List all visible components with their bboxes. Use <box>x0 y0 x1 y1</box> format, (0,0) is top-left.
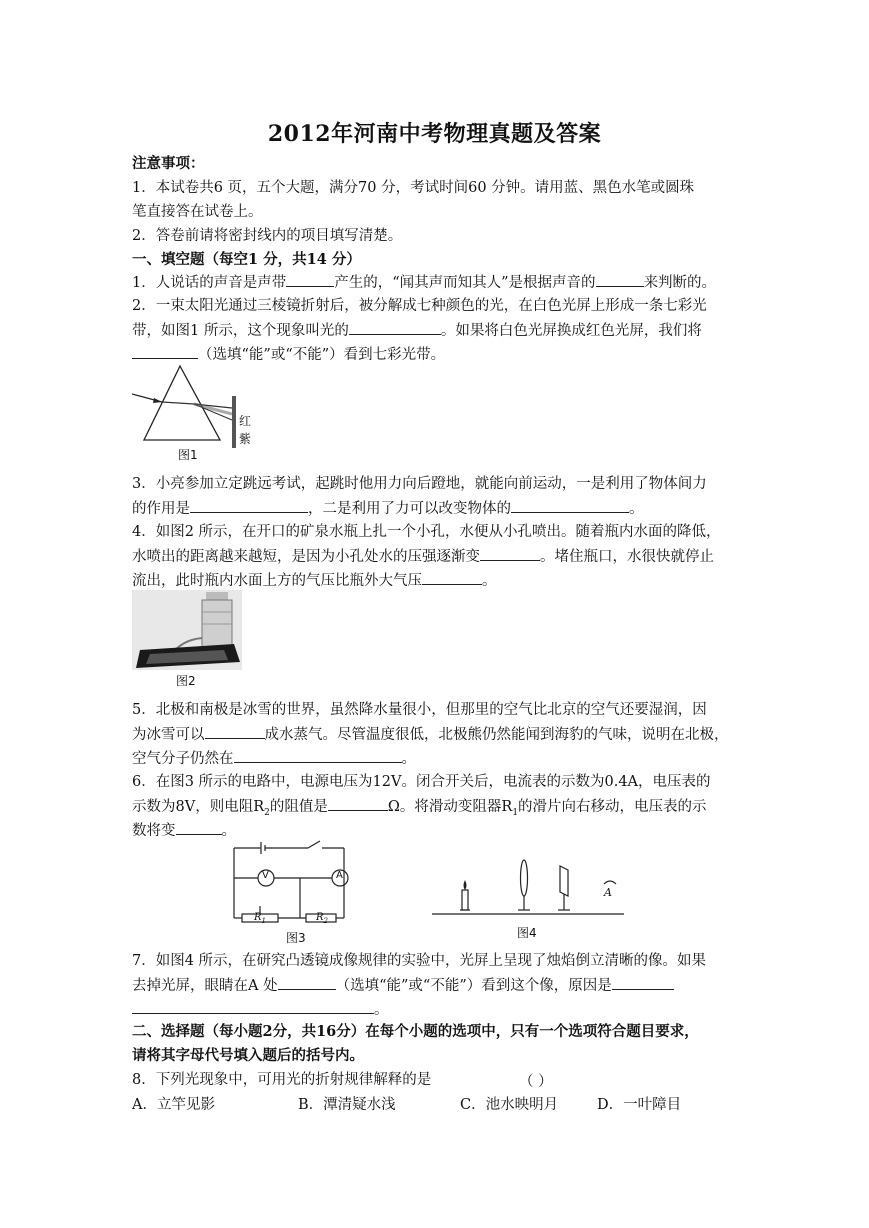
option-a[interactable]: A．立竿见影 <box>132 1097 215 1113</box>
section2-heading-line-2: 请将其字母代号填入题后的括号内。 <box>132 1047 364 1064</box>
answer-blank[interactable] <box>132 999 374 1014</box>
answer-blank[interactable] <box>234 748 402 763</box>
question-7-line-1: 7．如图4 所示，在研究凸透镜成像规律的实验中，光屏上呈现了烛焰倒立清晰的像。如果 <box>132 953 707 969</box>
figure-2-caption: 图2 <box>176 674 196 688</box>
red-label: 红 <box>239 414 252 428</box>
question-8-stem: 8．下列光现象中，可用光的折射规律解释的是 <box>132 1072 432 1088</box>
answer-blank[interactable] <box>205 724 265 739</box>
section2-heading-line-1: 二、选择题（每小题2分，共16分）在每个小题的选项中，只有一个选项符合题目要求， <box>132 1023 699 1040</box>
page-title: 2012年河南中考物理真题及答案 <box>267 121 602 147</box>
question-4-line-3: 流出，此时瓶内水面上方的气压比瓶外大气压 。 <box>132 570 497 591</box>
figure-4-optics <box>432 856 624 942</box>
answer-blank[interactable] <box>596 272 644 287</box>
r2-label: $R_2$ <box>316 912 328 925</box>
answer-blank[interactable] <box>286 272 334 287</box>
question-6-line-1: 6．在图3 所示的电路中，电源电压为12V。闭合开关后，电流表的示数为0.4A，电压表的 <box>132 774 711 790</box>
ammeter-label: A <box>336 870 343 881</box>
question-6-line-2: 示数为8V，则电阻$R_2$的阻值是 Ω。将滑动变阻器$R_1$的滑片向右移动，电压表的示 <box>132 796 707 823</box>
question-2-line-1: 2．一束太阳光通过三棱镜折射后，被分解成七种颜色的光，在白色光屏上形成一条七彩光 <box>132 298 707 314</box>
figure-2-bottle <box>132 590 242 690</box>
question-5-line-2: 为冰雪可以 成水蒸气。尽管温度很低，北极熊仍然能闻到海豹的气味，说明在北极， <box>132 724 729 745</box>
question-5-line-3: 空气分子仍然在 。 <box>132 748 416 769</box>
question-5-line-1: 5．北极和南极是冰雪的世界，虽然降水量很小，但那里的空气比北京的空气还要湿润，因 <box>132 702 707 718</box>
answer-blank[interactable] <box>612 975 674 990</box>
section1-heading: 一、填空题（每空1 分，共14 分） <box>132 251 361 268</box>
question-2-line-3: （选填“能”或“不能”）看到七彩光带。 <box>132 344 445 365</box>
option-c[interactable]: C．池水映明月 <box>460 1097 559 1113</box>
figure-3-circuit <box>228 838 358 946</box>
question-2-line-2: 带，如图1 所示，这个现象叫光的 。如果将白色光屏换成红色光屏，我们将 <box>132 320 702 341</box>
question-7-line-2: 去掉光屏，眼睛在A 处 （选填“能”或“不能”）看到这个像，原因是 <box>132 975 674 996</box>
purple-label: 紫 <box>239 432 252 446</box>
answer-blank[interactable] <box>328 796 388 811</box>
answer-blank[interactable] <box>480 546 540 561</box>
question-4-line-2: 水喷出的距离越来越短，是因为小孔处水的压强逐渐变 。堵住瓶口，水很快就停止 <box>132 546 714 567</box>
answer-blank[interactable] <box>132 344 198 359</box>
option-d[interactable]: D．一叶障目 <box>597 1097 682 1113</box>
notice-line-3: 2．答卷前请将密封线内的项目填写清楚。 <box>132 228 403 244</box>
answer-bracket[interactable]: （ ） <box>519 1074 553 1090</box>
question-4-line-1: 4．如图2 所示，在开口的矿泉水瓶上扎一个小孔，水便从小孔喷出。随着瓶内水面的降低， <box>132 524 721 540</box>
eye-position-label: A <box>604 886 612 899</box>
bottle-photo <box>132 590 242 670</box>
optics-diagram <box>432 856 624 926</box>
r1-label: $R_1$ <box>254 912 266 925</box>
answer-blank[interactable] <box>190 498 308 513</box>
notice-heading: 注意事项： <box>132 155 205 172</box>
notice-line-1: 1．本试卷共6 页，五个大题，满分70 分，考试时间60 分钟。请用蓝、黑色水笔或圆珠 <box>132 180 695 196</box>
answer-blank[interactable] <box>176 820 222 835</box>
figure-1-caption: 图1 <box>178 448 198 462</box>
question-7-line-3: 。 <box>132 999 389 1020</box>
answer-blank[interactable] <box>511 498 629 513</box>
figure-4-caption: 图4 <box>517 926 537 940</box>
figure-3-caption: 图3 <box>286 931 306 945</box>
answer-blank[interactable] <box>278 975 336 990</box>
answer-blank[interactable] <box>349 320 441 335</box>
question-3-line-1: 3．小亮参加立定跳远考试，起跳时他用力向后蹬地，就能向前运动，一是利用了物体间力 <box>132 476 707 492</box>
question-1: 1．人说话的声音是声带 产生的，“闻其声而知其人”是根据声音的 来判断的。 <box>132 272 716 293</box>
figure-1-prism <box>132 360 252 465</box>
answer-blank[interactable] <box>422 570 482 585</box>
question-3-line-2: 的作用是 ，二是利用了力可以改变物体的 。 <box>132 498 644 519</box>
question-6-line-3: 数将变 。 <box>132 820 236 841</box>
circuit-diagram <box>228 838 358 933</box>
option-b[interactable]: B．潭清疑水浅 <box>298 1097 396 1113</box>
voltmeter-label: V <box>262 870 269 881</box>
notice-line-2: 笔直接答在试卷上。 <box>132 204 263 220</box>
